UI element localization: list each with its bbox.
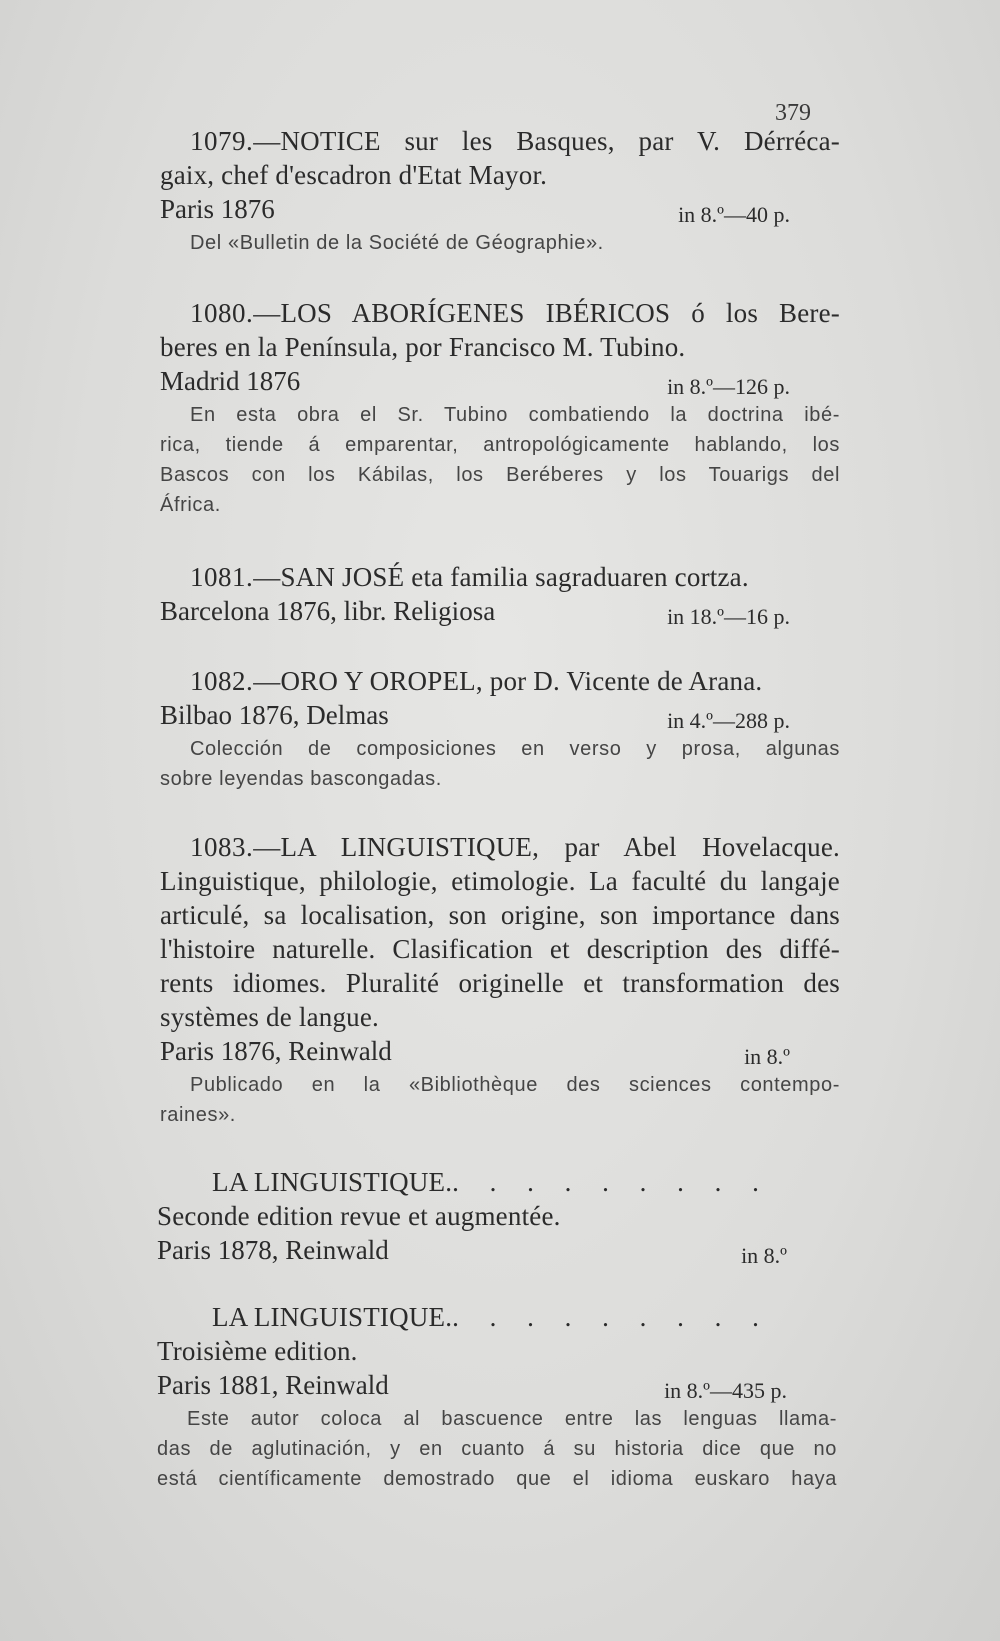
entry-number: 1083. xyxy=(190,832,254,862)
entry-note: está científicamente demostrado que el idioma euskaro haya xyxy=(157,1468,837,1490)
entry-1080 xyxy=(160,296,840,520)
entry-format: in 8.º xyxy=(744,1044,790,1069)
entry-imprint: Paris 1876, Reinwald in 8.º xyxy=(160,1034,840,1068)
entry-1079 xyxy=(160,124,840,258)
entry-1081 xyxy=(160,560,840,628)
leader-dots: . . . . . . . . . xyxy=(452,1167,771,1197)
sub-entry-edition: Seconde edition revue et augmentée. xyxy=(157,1201,561,1231)
entry-1082 xyxy=(160,664,840,794)
page-number: 379 xyxy=(775,100,811,126)
entry-note: Publicado en la «Bibliothèque des sciences contempo- xyxy=(190,1074,840,1096)
entry-title-line: rents idiomes. Pluralité originelle et transformation des xyxy=(160,968,840,998)
entry-title-line: 1079.—NOTICE sur les Basques, par V. Dérréca- xyxy=(190,126,840,156)
entry-note: En esta obra el Sr. Tubino combatiendo la doctrina ibé- xyxy=(190,404,840,426)
entry-note: Del «Bulletin de la Société de Géographie». xyxy=(190,232,604,254)
entry-note: raines». xyxy=(160,1104,236,1126)
leader-dots: . . . . . . . . . xyxy=(452,1302,771,1332)
entry-number: 1080. xyxy=(190,298,254,328)
entry-number: 1079. xyxy=(190,126,254,156)
entry-note: das de aglutinación, y en cuanto á su historia dice que no xyxy=(157,1438,837,1460)
sub-entry-third-edition xyxy=(157,1300,837,1494)
entry-title-line: articulé, sa localisation, son origine, son importance dans xyxy=(160,900,840,930)
entry-format: in 8.º xyxy=(741,1243,787,1268)
entry-imprint: Madrid 1876 in 8.º—126 p. xyxy=(160,364,840,398)
entry-format: in 4.º—288 p. xyxy=(667,708,790,733)
entry-imprint: Paris 1876 in 8.º—40 p. xyxy=(160,192,840,226)
entry-format: in 8.º—126 p. xyxy=(667,374,790,399)
entry-title-line: gaix, chef d'escadron d'Etat Mayor. xyxy=(160,160,548,190)
entry-note: Colección de composiciones en verso y prosa, algunas xyxy=(190,738,840,760)
sub-entry-second-edition xyxy=(157,1165,837,1267)
entry-title-line: systèmes de langue. xyxy=(160,1002,379,1032)
entry-imprint: Paris 1878, Reinwald in 8.º xyxy=(157,1233,837,1267)
entry-title-line: 1082.—ORO Y OROPEL, por D. Vicente de Arana. xyxy=(190,666,763,696)
entry-title-line: l'histoire naturelle. Clasification et description des diffé- xyxy=(160,934,840,964)
entry-note: Bascos con los Kábilas, los Beréberes y los Touarigs del xyxy=(160,464,840,486)
entry-format: in 18.º—16 p. xyxy=(667,604,790,629)
entry-title-line: 1080.—LOS ABORÍGENES IBÉRICOS ó los Bere- xyxy=(190,298,840,328)
entry-title-line: 1081.—SAN JOSÉ eta familia sagraduaren cortza. xyxy=(190,562,749,592)
entry-format: in 8.º—435 p. xyxy=(664,1378,787,1403)
entry-imprint: Paris 1881, Reinwald in 8.º—435 p. xyxy=(157,1368,837,1402)
entry-note: Este autor coloca al bascuence entre las lenguas llama- xyxy=(187,1408,837,1430)
sub-entry-title-line: LA LINGUISTIQUE.. . . . . . . . . xyxy=(212,1302,771,1332)
sub-entry-title-line: LA LINGUISTIQUE.. . . . . . . . . xyxy=(212,1167,771,1197)
entry-note: sobre leyendas bascongadas. xyxy=(160,768,442,790)
entry-note: rica, tiende á emparentar, antropológicamente hablando, los xyxy=(160,434,840,456)
entry-format: in 8.º—40 p. xyxy=(678,202,790,227)
entry-title-line: Linguistique, philologie, etimologie. La faculté du langaje xyxy=(160,866,840,896)
entry-number: 1081. xyxy=(190,562,254,592)
entry-title-line: beres en la Península, por Francisco M. Tubino. xyxy=(160,332,686,362)
entry-title-line: 1083.—LA LINGUISTIQUE, par Abel Hovelacque. xyxy=(190,832,840,862)
entry-1083 xyxy=(160,830,840,1130)
entry-imprint: Bilbao 1876, Delmas in 4.º—288 p. xyxy=(160,698,840,732)
entry-imprint: Barcelona 1876, libr. Religiosa in 18.º—16 p. xyxy=(160,594,840,628)
entry-note: África. xyxy=(160,494,221,516)
entry-number: 1082. xyxy=(190,666,254,696)
sub-entry-edition: Troisième edition. xyxy=(157,1336,358,1366)
